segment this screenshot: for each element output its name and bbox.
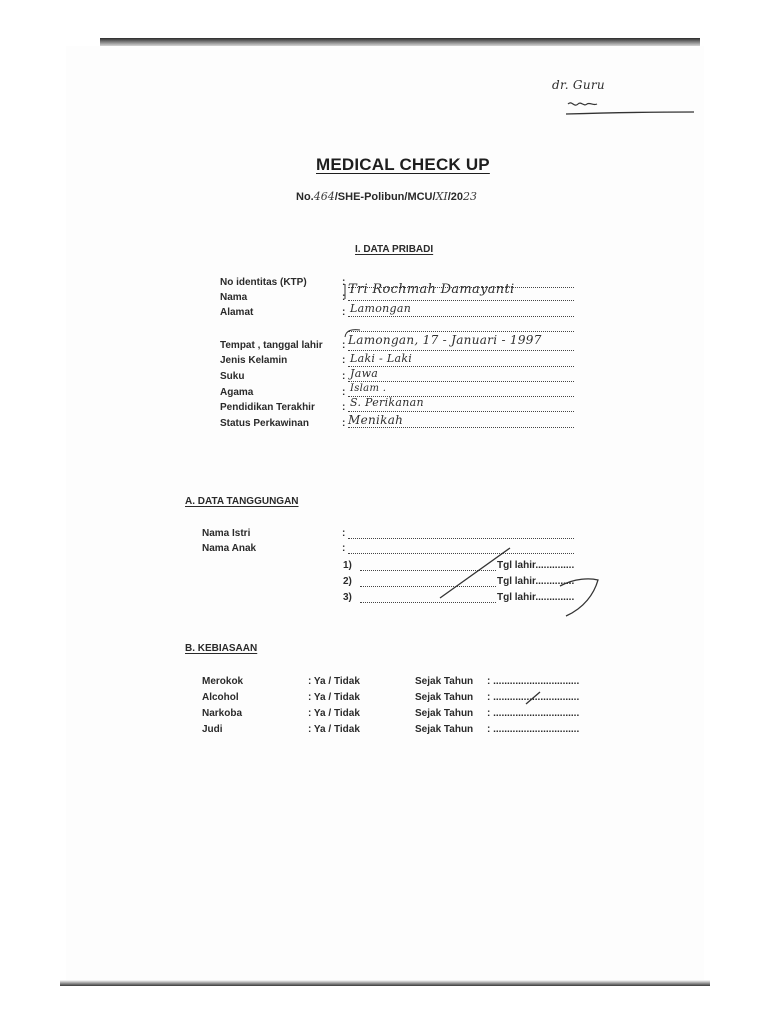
habit-label-merokok: Merokok: [202, 676, 244, 687]
colon: :: [342, 543, 346, 554]
colon: :: [342, 292, 346, 303]
child-3-birth: Tgl lahir..............: [497, 592, 575, 603]
habit-since-label-judi: Sejak Tahun: [415, 724, 474, 735]
habit-since-label-narkoba: Sejak Tahun: [415, 708, 474, 719]
colon: :: [342, 528, 346, 539]
habit-since-value-merokok: : ...............................: [487, 676, 580, 687]
habit-label-judi: Judi: [202, 724, 223, 735]
doc-no-number: 464: [313, 190, 335, 203]
habit-since-value-narkoba: : ...............................: [487, 708, 580, 719]
field-value-marital: Menikah: [348, 413, 404, 427]
section-habits-heading: B. KEBIASAAN: [185, 643, 258, 654]
child-name-line: [348, 552, 574, 554]
habit-options-alcohol: : Ya / Tidak: [308, 692, 360, 703]
field-label-alamat: Alamat: [220, 307, 254, 318]
child-3-line: [360, 601, 496, 603]
page-title: MEDICAL CHECK UP: [316, 155, 490, 174]
doc-no-year: 23: [463, 190, 478, 203]
habit-since-label-merokok: Sejak Tahun: [415, 676, 474, 687]
habit-options-narkoba: : Ya / Tidak: [308, 708, 360, 719]
field-line-alamat-2: [348, 330, 574, 332]
child-1-number: 1): [343, 560, 352, 571]
child-name-label: Nama Anak: [202, 543, 257, 554]
habit-since-value-judi: : ...............................: [487, 724, 580, 735]
habit-options-judi: : Ya / Tidak: [308, 724, 360, 735]
field-label-suku: Suku: [220, 371, 245, 382]
field-label-education: Pendidikan Terakhir: [220, 402, 315, 413]
habit-label-alcohol: Alcohol: [202, 692, 239, 703]
field-line-ttl: [348, 349, 574, 351]
child-1-line: [360, 569, 496, 571]
habit-label-narkoba: Narkoba: [202, 708, 243, 719]
colon: :: [342, 418, 346, 429]
document-number: [296, 190, 477, 203]
colon: :: [342, 387, 346, 398]
wife-name-label: Nama Istri: [202, 528, 251, 539]
field-value-education: S. Perikanan: [350, 396, 424, 409]
field-value-ttl: Lamongan, 17 - Januari - 1997: [348, 333, 542, 347]
field-label-agama: Agama: [220, 387, 254, 398]
colon: :: [342, 402, 346, 413]
section-dependents-heading: A. DATA TANGGUNGAN: [185, 496, 299, 507]
habit-options-merokok: : Ya / Tidak: [308, 676, 360, 687]
colon: :: [342, 355, 346, 366]
doc-no-year-prefix: /20: [447, 191, 464, 203]
child-2-number: 2): [343, 576, 352, 587]
field-line-alamat: [348, 315, 574, 317]
colon: :: [342, 277, 346, 288]
field-value-gender: Laki - Laki: [350, 352, 413, 365]
colon: :: [342, 340, 346, 351]
field-line-suku: [348, 380, 574, 382]
section-personal-heading: I. DATA PRIBADI: [355, 244, 434, 255]
field-line-gender: [348, 365, 574, 367]
handwritten-note: dr. Guru: [552, 78, 605, 92]
doc-no-prefix: No.: [296, 191, 314, 203]
field-value-alamat: Lamongan: [350, 302, 412, 315]
child-2-birth: Tgl lahir..............: [497, 576, 575, 587]
field-label-ttl: Tempat , tanggal lahir: [220, 340, 323, 351]
doc-no-month: XI: [435, 190, 448, 203]
field-label-nama: Nama: [220, 292, 248, 303]
habit-since-value-alcohol: : ...............................: [487, 692, 580, 703]
field-label-ktp: No identitas (KTP): [220, 277, 307, 288]
field-label-marital: Status Perkawinan: [220, 418, 309, 429]
document-page: [66, 46, 704, 980]
child-2-line: [360, 585, 496, 587]
field-label-gender: Jenis Kelamin: [220, 355, 288, 366]
child-3-number: 3): [343, 592, 352, 603]
wife-name-line: [348, 537, 574, 539]
field-value-suku: Jawa: [350, 367, 379, 380]
scan-shadow-bottom: [60, 980, 710, 986]
doc-no-mid: /SHE-Polibun/MCU/: [334, 191, 436, 203]
field-value-nama: Tri Rochmah Damayanti: [348, 282, 515, 297]
colon: :: [342, 371, 346, 382]
child-1-birth: Tgl lahir..............: [497, 560, 575, 571]
habit-since-label-alcohol: Sejak Tahun: [415, 692, 474, 703]
colon: :: [342, 307, 346, 318]
field-value-agama: Islam .: [350, 383, 387, 394]
field-line-nama: [348, 299, 574, 301]
field-line-education: [348, 410, 574, 412]
